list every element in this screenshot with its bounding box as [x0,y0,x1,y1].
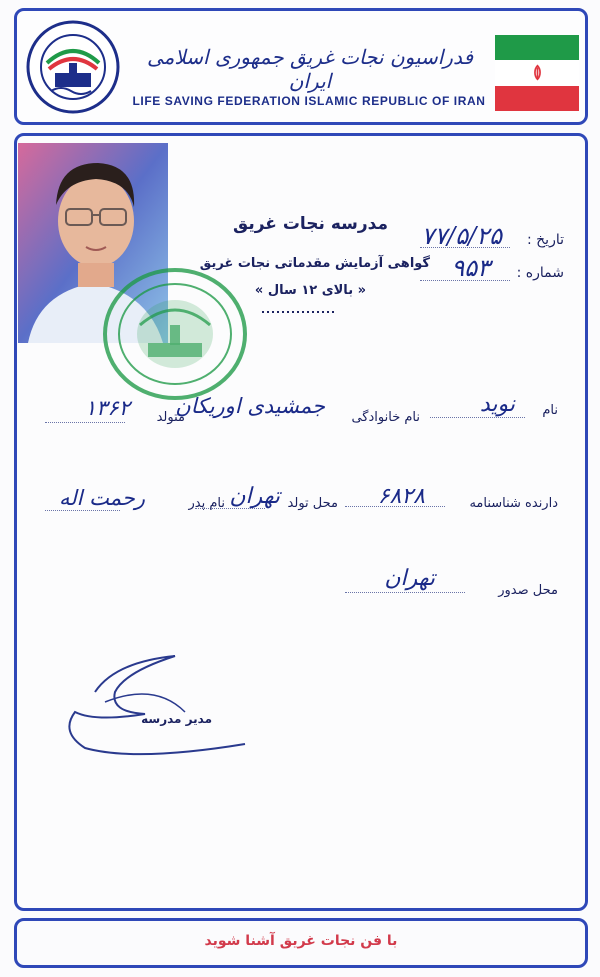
name-value: نوید [479,392,515,417]
father-value: رحمت اله [58,486,145,510]
federation-title-persian: فدراسیون نجات غریق جمهوری اسلامی ایران [146,45,474,93]
date-label: تاریخ : [526,232,564,248]
flag-green-stripe [495,35,579,60]
footer-slogan: با فن نجات غریق آشنا شوید [204,933,398,949]
name-dotted-line [430,417,525,418]
decorative-divider [262,307,334,317]
footer-banner [14,918,588,968]
iran-flag [495,35,579,111]
date-dotted-line [420,247,510,248]
name-label: نام [542,403,558,418]
birth-value: ۱۳۶۲ [84,396,130,420]
number-dotted-line [420,280,510,281]
father-dotted-line [45,510,120,511]
principal-signature [55,652,255,762]
federation-title-english: LIFE SAVING FEDERATION ISLAMIC REPUBLIC OF IRAN [132,94,486,108]
header-panel [14,8,588,125]
issue-dotted-line [345,592,465,593]
number-label: شماره : [516,265,564,281]
date-value: ۷۷/۵/۲۵ [421,222,502,250]
flag-emblem-icon [529,64,546,81]
family-label: نام خانوادگی [351,410,420,425]
father-label: نام پدر [188,496,225,511]
birth-dotted-line [45,422,125,423]
flag-red-stripe [495,86,579,111]
idcard-label: دارنده شناسنامه [469,496,558,511]
idcard-value: ۶۸۲۸ [377,484,425,509]
certificate-age-group: « بالای ۱۲ سال » [254,283,366,298]
family-value: جمشیدی اوریکان [175,394,325,418]
number-value: ۹۵۳ [451,254,490,282]
flag-white-stripe [495,60,579,85]
birth-label: متولد [156,410,185,425]
certificate-subtitle: گواهی آزمایش مقدماتی نجات غریق [199,256,430,271]
official-stamp [100,265,250,403]
issue-label: محل صدور [498,583,558,598]
birthplace-value: تهران [229,484,280,509]
certificate-title: مدرسه نجات غریق [233,214,388,234]
issue-value: تهران [384,566,435,591]
birthplace-label: محل تولد [287,496,338,511]
principal-label: مدیر مدرسه [141,712,212,726]
federation-logo [25,19,121,115]
idcard-dotted-line [345,506,445,507]
